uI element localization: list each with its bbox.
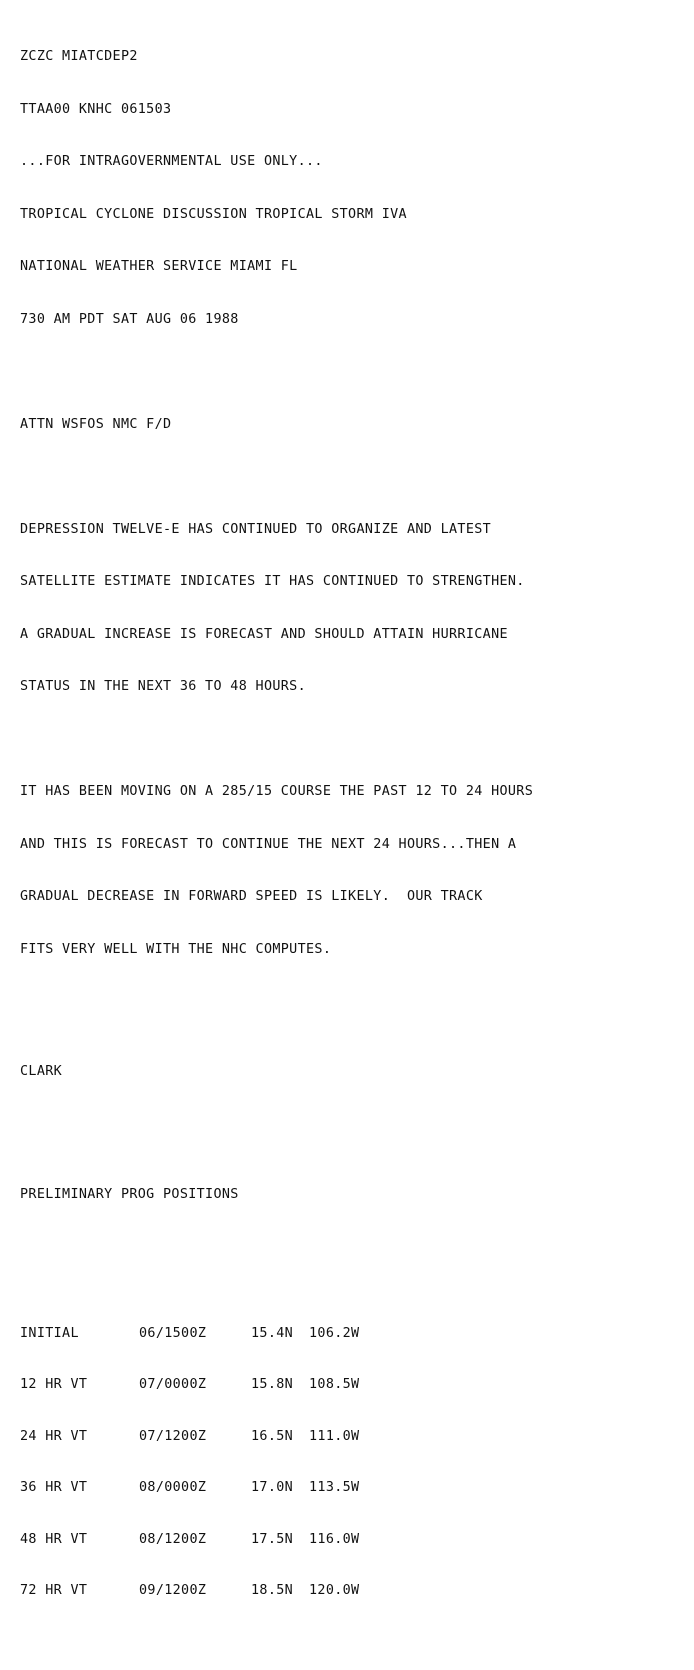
forecast-longitude: 108.5W xyxy=(309,1377,360,1392)
header-line-4: TROPICAL CYCLONE DISCUSSION TROPICAL STORM IVA xyxy=(20,206,407,222)
forecast-longitude: 116.0W xyxy=(309,1531,360,1547)
forecast-time: 08/0000Z xyxy=(139,1480,207,1495)
forecast-latitude: 16.5N xyxy=(251,1428,294,1444)
paragraph1-line: A GRADUAL INCREASE IS FORECAST AND SHOULD ATTAIN HURRICANE xyxy=(20,626,508,642)
forecast-label: 12 HR VT xyxy=(20,1377,88,1392)
prog-positions-title: PRELIMINARY PROG POSITIONS xyxy=(20,1186,239,1202)
table-row xyxy=(20,1377,533,1394)
paragraph2-line: FITS VERY WELL WITH THE NHC COMPUTES. xyxy=(20,941,332,957)
header-line-2: TTAA00 KNHC 061503 xyxy=(20,101,172,117)
tropical-cyclone-discussion xyxy=(20,13,533,1670)
paragraph2-line: IT HAS BEEN MOVING ON A 285/15 COURSE THE PAST 12 TO 24 HOURS xyxy=(20,784,534,799)
header-line-1: ZCZC MIATCDEP2 xyxy=(20,49,138,64)
forecast-label: 72 HR VT xyxy=(20,1583,88,1598)
forecast-time: 07/0000Z xyxy=(139,1377,207,1392)
table-row xyxy=(20,1480,533,1497)
paragraph1-line: SATELLITE ESTIMATE INDICATES IT HAS CONTINUED TO STRENGTHEN. xyxy=(20,574,525,589)
forecast-label: INITIAL xyxy=(20,1325,79,1341)
forecast-time: 08/1200Z xyxy=(139,1531,207,1547)
forecast-label: 36 HR VT xyxy=(20,1480,88,1495)
spacer xyxy=(20,1116,533,1151)
forecast-time: 06/1500Z xyxy=(139,1325,207,1341)
spacer xyxy=(20,363,533,381)
spacer xyxy=(20,1238,533,1256)
signature: CLARK xyxy=(20,1064,63,1079)
forecast-time: 07/1200Z xyxy=(139,1428,207,1444)
forecast-latitude: 15.8N xyxy=(251,1377,294,1392)
forecast-latitude: 15.4N xyxy=(251,1325,294,1341)
table-row xyxy=(20,1429,533,1446)
header-line-5: NATIONAL WEATHER SERVICE MIAMI FL xyxy=(20,259,298,274)
attn-line: ATTN WSFOS NMC F/D xyxy=(20,416,172,432)
forecast-latitude: 17.5N xyxy=(251,1531,294,1547)
forecast-longitude: 106.2W xyxy=(309,1325,360,1341)
forecast-time: 09/1200Z xyxy=(139,1583,207,1598)
spacer xyxy=(20,993,533,1028)
paragraph2-line: AND THIS IS FORECAST TO CONTINUE THE NEXT 24 HOURS...THEN A xyxy=(20,836,517,852)
forecast-latitude: 18.5N xyxy=(251,1583,294,1598)
paragraph2-line: GRADUAL DECREASE IN FORWARD SPEED IS LIKELY. OUR TRACK xyxy=(20,889,483,904)
spacer xyxy=(20,731,533,749)
forecast-longitude: 120.0W xyxy=(309,1583,360,1598)
forecast-longitude: 111.0W xyxy=(309,1428,360,1444)
prog-positions-table xyxy=(20,1291,533,1635)
table-row xyxy=(20,1532,533,1549)
table-row xyxy=(20,1326,533,1343)
paragraph1-line: DEPRESSION TWELVE-E HAS CONTINUED TO ORGANIZE AND LATEST xyxy=(20,521,492,537)
header-line-3: ...FOR INTRAGOVERNMENTAL USE ONLY... xyxy=(20,154,323,169)
forecast-longitude: 113.5W xyxy=(309,1480,360,1495)
header-line-6: 730 AM PDT SAT AUG 06 1988 xyxy=(20,311,239,327)
table-row xyxy=(20,1583,533,1600)
paragraph1-line: STATUS IN THE NEXT 36 TO 48 HOURS. xyxy=(20,679,307,694)
forecast-label: 24 HR VT xyxy=(20,1428,88,1444)
forecast-label: 48 HR VT xyxy=(20,1531,88,1547)
forecast-latitude: 17.0N xyxy=(251,1480,294,1495)
spacer xyxy=(20,468,533,486)
